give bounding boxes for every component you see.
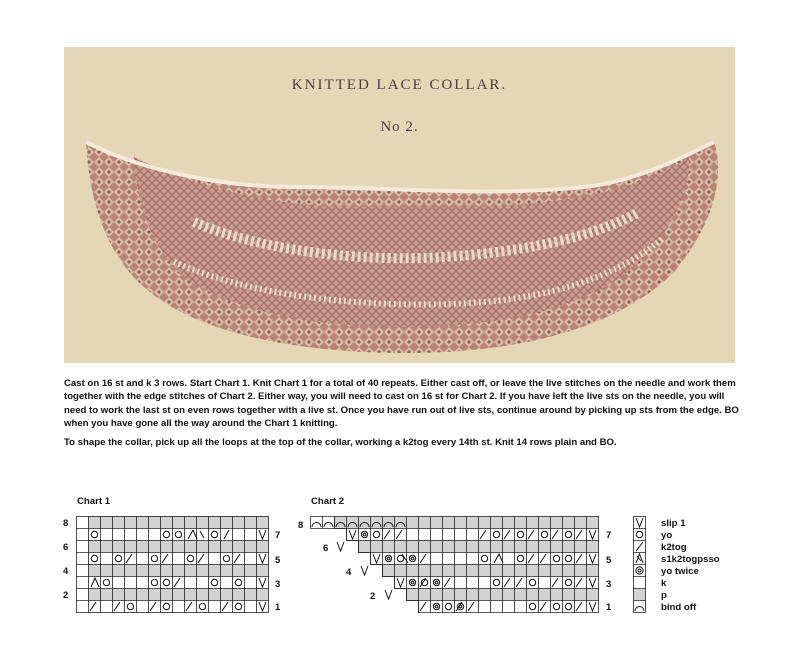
chart1-row-number: 6 [63,542,69,553]
key-label: yo [661,530,673,541]
shaping-paragraph: To shape the collar, pick up all the loops at the top of the collar, working a k2tog every 14th st. Knit 14 rows plain and BO. [64,437,617,448]
bind-off-symbol-icon [635,607,644,612]
key-label: k [661,578,667,589]
chart2-row-number: 3 [606,579,612,590]
plate-subtitle: No 2. [380,119,419,135]
key-symbol-column [633,516,649,614]
chart2-row-number: 7 [606,530,612,541]
key-label: s1k2togpsso [661,554,720,565]
chart1-grid [76,516,270,614]
yo-twice-symbol-icon [636,567,643,574]
collar-engraving-plate [64,47,735,363]
chart2-grid [310,516,602,614]
chart1-row-number: 4 [63,566,69,577]
slip-symbol-icon [636,518,643,527]
yo-symbol-icon [636,531,642,537]
chart2-row-number: 1 [606,602,612,613]
key-label: k2tog [661,542,687,553]
chart1-row-number: 1 [275,602,281,613]
key-label: yo twice [661,566,699,577]
chart2-row-number: 8 [298,520,304,531]
chart2-row-number: 2 [370,591,376,602]
chart1-row-number: 2 [63,590,69,601]
chart1-row-number: 7 [275,530,281,541]
chart1-row-number: 3 [275,579,281,590]
key-label: bind off [661,602,697,613]
chart1-row-number: 8 [63,518,69,529]
s1k2togpsso-symbol-icon [636,554,643,563]
k2tog-symbol-icon [636,542,643,551]
instructions-paragraph: Cast on 16 st and k 3 rows. Start Chart 1. Knit Chart 1 for a total of 40 repeats. Either cast off, or leave the live stitches on the needle and work them together with the edge stitches of Chart 2. Either way, you will need to cast on 16 st for Chart 2. If you have left the live sts on the needle, you will need to work the last st on even rows together with a live st. Once you have run out of live sts, continue around by picking up sts from the edge. BO when you have gone all the way around the Chart 1 knitting. [64,378,739,429]
chart2-title: Chart 2 [311,496,345,507]
key-label: p [661,590,667,601]
collar-illustration [64,47,735,363]
chart2-row-number: 4 [346,567,352,578]
chart2-row-number: 6 [323,543,329,554]
chart1-title: Chart 1 [77,496,111,507]
key-label: slip 1 [661,518,686,529]
chart1-row-number: 5 [275,555,281,566]
chart2-row-number: 5 [606,555,612,566]
plate-title: KNITTED LACE COLLAR. [291,77,508,93]
